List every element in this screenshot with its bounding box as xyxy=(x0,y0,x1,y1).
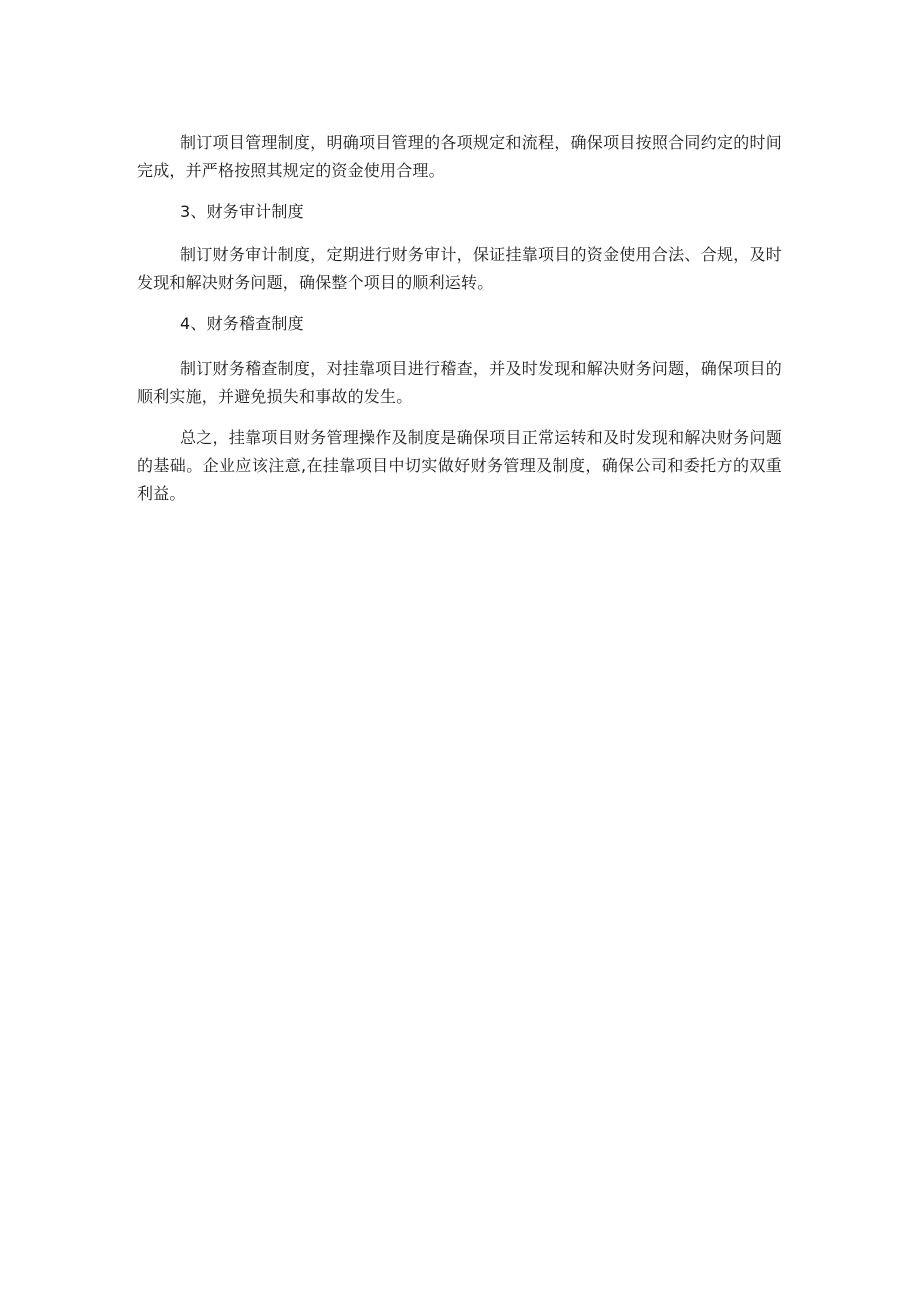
paragraph-conclusion: 总之，挂靠项目财务管理操作及制度是确保项目正常运转和及时发现和解决财务问题的基础。企业应该注意,在挂靠项目中切实做好财务管理及制度，确保公司和委托方的双重利益。 xyxy=(137,428,782,503)
document-body xyxy=(137,129,782,508)
paragraph-project-management: 制订项目管理制度，明确项目管理的各项规定和流程，确保项目按照合同约定的时间完成，并严格按照其规定的资金使用合理。 xyxy=(137,133,782,180)
heading-financial-inspection: 4、财务稽查制度 xyxy=(180,314,304,333)
paragraph-financial-audit: 制订财务审计制度，定期进行财务审计，保证挂靠项目的资金使用合法、合规，及时发现和解决财务问题，确保整个项目的顺利运转。 xyxy=(137,245,782,292)
heading-financial-audit: 3、财务审计制度 xyxy=(180,202,304,221)
paragraph-financial-inspection: 制订财务稽查制度，对挂靠项目进行稽查，并及时发现和解决财务问题，确保项目的顺利实施，并避免损失和事故的发生。 xyxy=(137,359,782,406)
